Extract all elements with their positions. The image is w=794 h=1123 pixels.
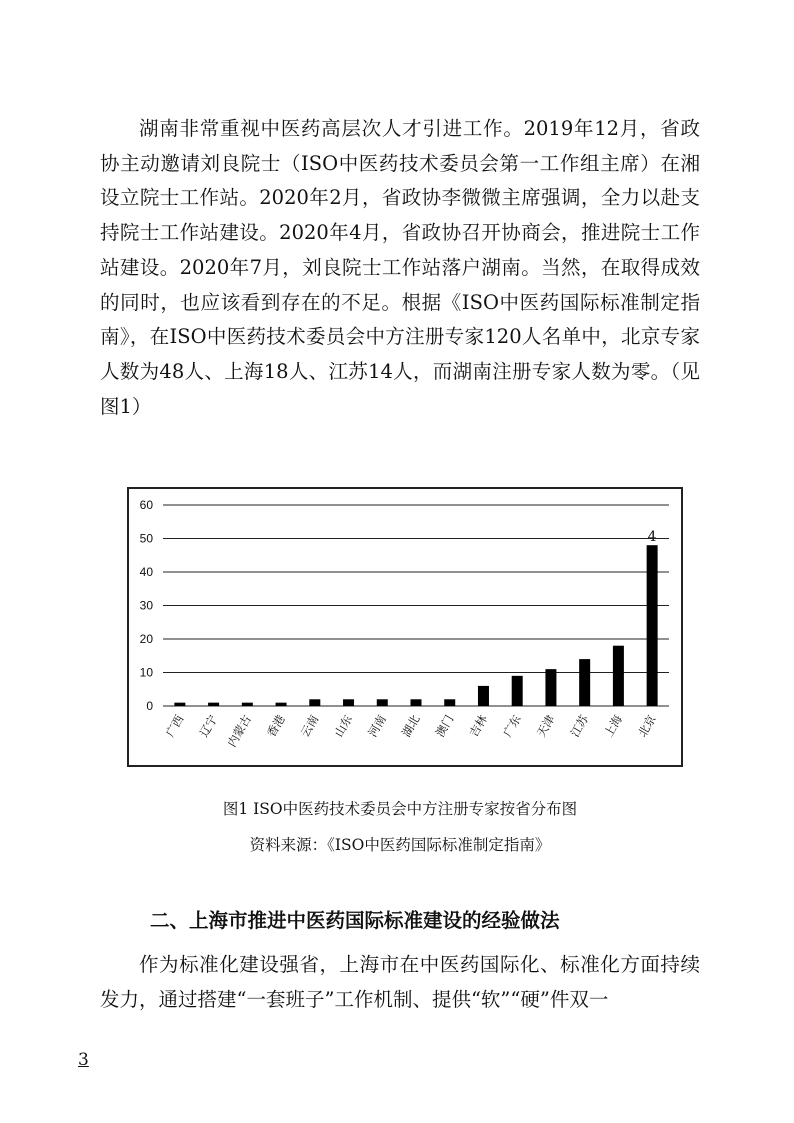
x-tick-label: 上海 bbox=[601, 712, 625, 740]
x-tick-label: 辽宁 bbox=[196, 712, 221, 740]
bar bbox=[276, 703, 287, 706]
y-tick-label: 20 bbox=[139, 632, 153, 646]
bar bbox=[208, 703, 219, 706]
x-tick-label: 江苏 bbox=[567, 712, 592, 740]
x-tick-label: 北京 bbox=[635, 712, 659, 740]
page-number: 3 bbox=[78, 1050, 89, 1070]
bar bbox=[309, 699, 320, 706]
bar bbox=[174, 703, 185, 706]
figure-1-chart bbox=[127, 487, 683, 767]
bar bbox=[512, 676, 523, 706]
y-tick-label: 30 bbox=[139, 598, 153, 613]
figure-caption: 图1 ISO中医药技术委员会中方注册专家按省分布图 bbox=[222, 800, 578, 818]
y-tick-label: 0 bbox=[146, 699, 153, 713]
x-tick-label: 内蒙古 bbox=[224, 712, 254, 750]
x-tick-label: 广西 bbox=[162, 712, 187, 740]
x-tick-label: 河南 bbox=[365, 712, 389, 740]
x-tick-label: 湖北 bbox=[398, 712, 423, 740]
bar bbox=[579, 659, 590, 706]
bar bbox=[377, 699, 388, 706]
paragraph-hunan-talent: 湖南非常重视中医药高层次人才引进工作。2019年12月，省政协主动邀请刘良院士（ISO中医药技术委员会第一工作组主席）在湘设立院士工作站。2020年2月，省政协李微微主席强调，全力以赴支持院士工作站建设。2020年4月，省政协召开协商会，推进院士工作站建设。2020年7月，刘良院士工作站落户湖南。当然，在取得成效的同时，也应该看到存在的不足。根据《ISO中医药国际标准制定指南》，在ISO中医药技术委员会中方注册专家120人名单中，北京专家人数为48人、上海18人、江苏14人，而湖南注册专家人数为零。（见图1） bbox=[100, 117, 700, 418]
y-tick-label: 10 bbox=[139, 665, 153, 680]
bar bbox=[647, 545, 658, 706]
data-label: 4 bbox=[647, 529, 657, 546]
bar bbox=[343, 699, 354, 706]
x-tick-label: 天津 bbox=[533, 712, 558, 740]
x-tick-label: 云南 bbox=[297, 712, 322, 740]
x-tick-label: 香港 bbox=[264, 712, 288, 740]
figure-source: 资料来源：《ISO中医药国际标准制定指南》 bbox=[249, 836, 551, 854]
y-tick-label: 50 bbox=[139, 531, 153, 546]
bar bbox=[242, 703, 253, 706]
bar bbox=[613, 646, 624, 706]
paragraph-shanghai-experience: 作为标准化建设强省，上海市在中医药国际化、标准化方面持续发力，通过搭建“一套班子”工作机制、提供“软”“硬”件双一 bbox=[100, 953, 700, 1011]
x-tick-label: 广东 bbox=[500, 712, 524, 740]
expert-distribution-bar-chart bbox=[129, 489, 681, 765]
x-tick-label: 山东 bbox=[331, 712, 356, 740]
section-heading: 二、上海市推进中医药国际标准建设的经验做法 bbox=[150, 909, 560, 932]
x-tick-label: 吉林 bbox=[466, 712, 491, 740]
y-tick-label: 60 bbox=[139, 498, 153, 512]
bar bbox=[444, 699, 455, 706]
bar bbox=[478, 686, 489, 706]
bar bbox=[545, 669, 556, 706]
y-tick-label: 40 bbox=[139, 565, 153, 579]
bar bbox=[411, 699, 422, 706]
x-tick-label: 澳门 bbox=[432, 712, 457, 740]
